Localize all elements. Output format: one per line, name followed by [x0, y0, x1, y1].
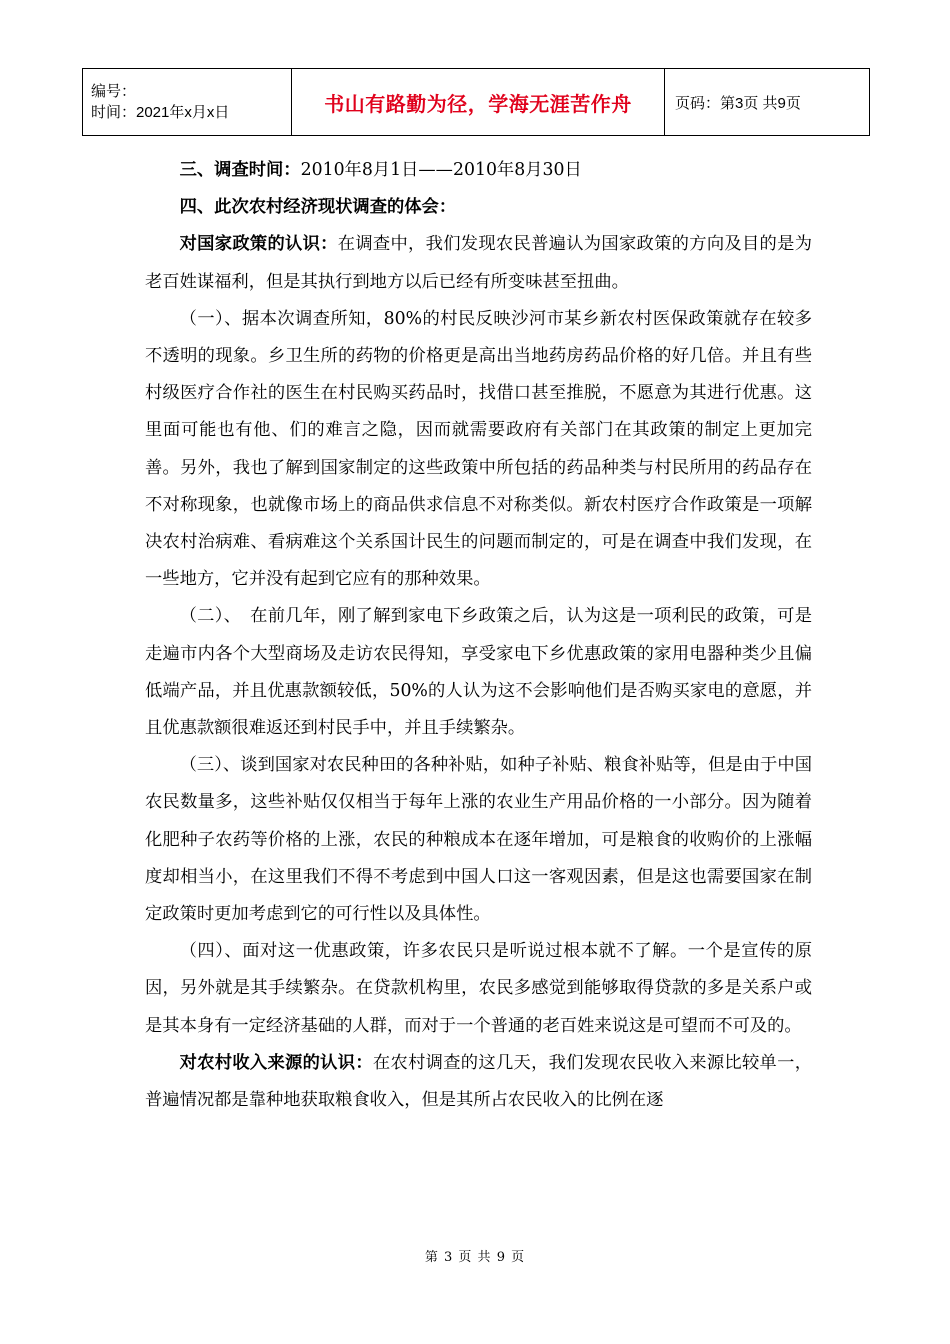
header-info-cell	[83, 69, 292, 136]
paragraph-reflection-heading	[145, 189, 812, 226]
paragraph-survey-time	[145, 152, 812, 189]
paragraph-item-2: （二）、 在前几年，刚了解到家电下乡政策之后，认为这是一项利民的政策，可是走遍市内各个大型商场及走访农民得知，享受家电下乡优惠政策的家用电器种类少且偏低端产品，并且优惠款额较低，50%的人认为这不会影响他们是否购买家电的意愿，并且优惠款额很难返还到村民手中，并且手续繁杂。	[145, 606, 812, 739]
reflection-heading: 四、此次农村经济现状调查的体会：	[179, 197, 457, 218]
paragraph-item-1: （一）、据本次调查所知，80%的村民反映沙河市某乡新农村医保政策就存在较多不透明的现象。乡卫生所的药物的价格更是高出当地药房药品价格的好几倍。并且有些村级医疗合作社的医生在村民购买药品时，找借口甚至推脱，不愿意为其进行优惠。这里面可能也有他、们的难言之隐，因而就需要政府有关部门在其政策的制定上更加完善。另外，我也了解到国家制定的这些政策中所包括的药品种类与村民所用的药品存在不对称现象，也就像市场上的商品供求信息不对称类似。新农村医疗合作政策是一项解决农村治病难、看病难这个关系国计民生的问题而制定的，可是在调查中我们发现，在一些地方，它并没有起到它应有的那种效果。	[145, 308, 812, 590]
header-table	[82, 68, 870, 136]
paragraph-policy-understanding	[145, 226, 812, 300]
header-page-code: 页码：第3页 共9页	[665, 69, 870, 136]
header-motto: 书山有路勤为径，学海无涯苦作舟	[292, 69, 665, 136]
income-text: 在农村调查的这几天，我们发现农民收入来源比较单一，普遍情况都是靠种地获取粮食收入，但是其所占农民收入的比例在逐	[145, 1052, 812, 1111]
policy-text: 在调查中，我们发现农民普遍认为国家政策的方向及目的是为老百姓谋福利，但是其执行到地方以后已经有所变味甚至扭曲。	[145, 234, 812, 292]
document-body	[145, 152, 812, 1119]
survey-time-heading: 三、调查时间：	[179, 160, 301, 180]
document-time-label: 时间：2021年x月x日	[91, 104, 230, 121]
document-number-label: 编号：	[91, 83, 137, 100]
page-footer: 第 3 页 共 9 页	[424, 1250, 526, 1265]
paragraph-item-4: （四）、面对这一优惠政策，许多农民只是听说过根本就不了解。一个是宣传的原因，另外就是其手续繁杂。在贷款机构里，农民多感觉到能够取得贷款的多是关系户或是其本身有一定经济基础的人群，而对于一个普通的老百姓来说这是可望而不可及的。	[145, 941, 812, 1036]
survey-time-text: 2010年8月1日——2010年8月30日	[300, 160, 582, 180]
policy-heading: 对国家政策的认识：	[179, 234, 338, 255]
paragraph-income-source	[145, 1045, 812, 1119]
income-heading: 对农村收入来源的认识：	[179, 1052, 373, 1073]
paragraph-item-3: （三）、谈到国家对农民种田的各种补贴，如种子补贴、粮食补贴等，但是由于中国农民数量多，这些补贴仅仅相当于每年上涨的农业生产用品价格的一小部分。因为随着化肥种子农药等价格的上涨，农民的种粮成本在逐年增加，可是粮食的收购价的上涨幅度却相当小，在这里我们不得不考虑到中国人口这一客观因素，但是这也需要国家在制定政策时更加考虑到它的可行性以及具体性。	[145, 755, 812, 925]
